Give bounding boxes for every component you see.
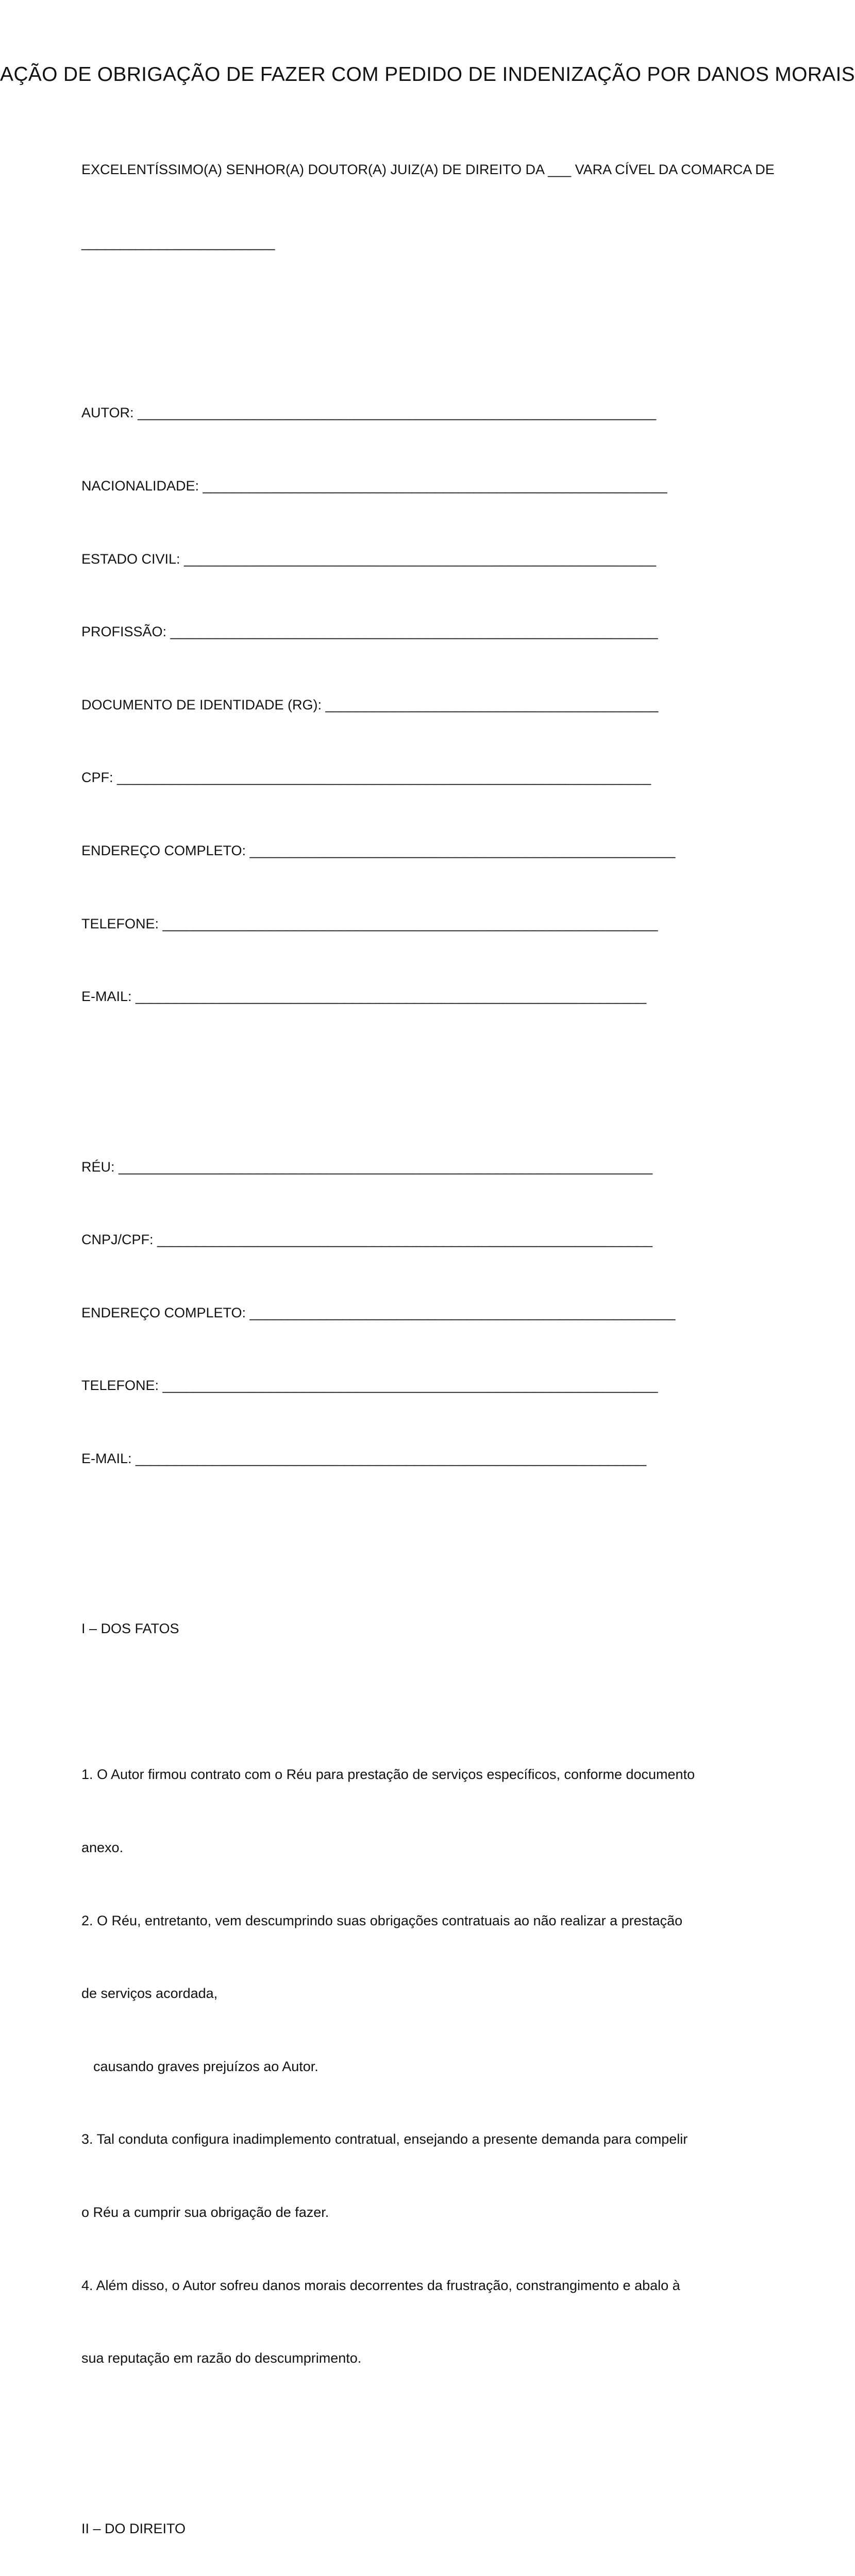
field-autor-estado-civil: ESTADO CIVIL: _____________________________________________________________ <box>81 551 657 567</box>
addressee-comarca-blank: _________________________ <box>81 235 275 250</box>
fatos-line: sua reputação em razão do descumprimento. <box>81 2350 362 2366</box>
field-autor-endereco: ENDEREÇO COMPLETO: _______________________________________________________ <box>81 842 676 858</box>
field-autor-email: E-MAIL: __________________________________________________________________ <box>81 989 647 1005</box>
section-heading-fatos: I – DOS FATOS <box>81 1621 179 1637</box>
document-body <box>81 109 803 2576</box>
fatos-line: 1. O Autor firmou contrato com o Réu para prestação de serviços específicos, conforme documento <box>81 1767 695 1783</box>
document-title: AÇÃO DE OBRIGAÇÃO DE FAZER COM PEDIDO DE INDENIZAÇÃO POR DANOS MORAIS <box>0 63 855 86</box>
field-autor: AUTOR: ___________________________________________________________________ <box>81 405 657 421</box>
field-reu: RÉU: _____________________________________________________________________ <box>81 1159 653 1175</box>
addressee-line: EXCELENTÍSSIMO(A) SENHOR(A) DOUTOR(A) JUIZ(A) DE DIREITO DA ___ VARA CÍVEL DA COMARCA DE <box>81 162 775 178</box>
fatos-line: causando graves prejuízos ao Autor. <box>93 2058 318 2074</box>
fatos-line: 4. Além disso, o Autor sofreu danos morais decorrentes da frustração, constrangimento e abalo à <box>81 2277 680 2293</box>
field-reu-telefone: TELEFONE: ________________________________________________________________ <box>81 1378 658 1394</box>
fatos-line: anexo. <box>81 1840 124 1856</box>
field-autor-profissao: PROFISSÃO: _______________________________________________________________ <box>81 624 658 640</box>
field-reu-cnpj-cpf: CNPJ/CPF: ________________________________________________________________ <box>81 1232 653 1248</box>
field-autor-cpf: CPF: _____________________________________________________________________ <box>81 770 651 786</box>
section-heading-direito: II – DO DIREITO <box>81 2520 186 2536</box>
field-autor-nacionalidade: NACIONALIDADE: ____________________________________________________________ <box>81 478 667 494</box>
field-reu-endereco: ENDEREÇO COMPLETO: _______________________________________________________ <box>81 1304 676 1320</box>
fatos-line: de serviços acordada, <box>81 1986 218 2002</box>
field-reu-email: E-MAIL: __________________________________________________________________ <box>81 1450 647 1466</box>
fatos-line: 2. O Réu, entretanto, vem descumprindo suas obrigações contratuais ao não realizar a prestação <box>81 1912 683 1928</box>
fatos-line: 3. Tal conduta configura inadimplemento contratual, ensejando a presente demanda para compelir <box>81 2131 688 2147</box>
field-autor-rg: DOCUMENTO DE IDENTIDADE (RG): ___________________________________________ <box>81 697 659 713</box>
field-autor-telefone: TELEFONE: ________________________________________________________________ <box>81 916 658 931</box>
fatos-line: o Réu a cumprir sua obrigação de fazer. <box>81 2205 329 2221</box>
